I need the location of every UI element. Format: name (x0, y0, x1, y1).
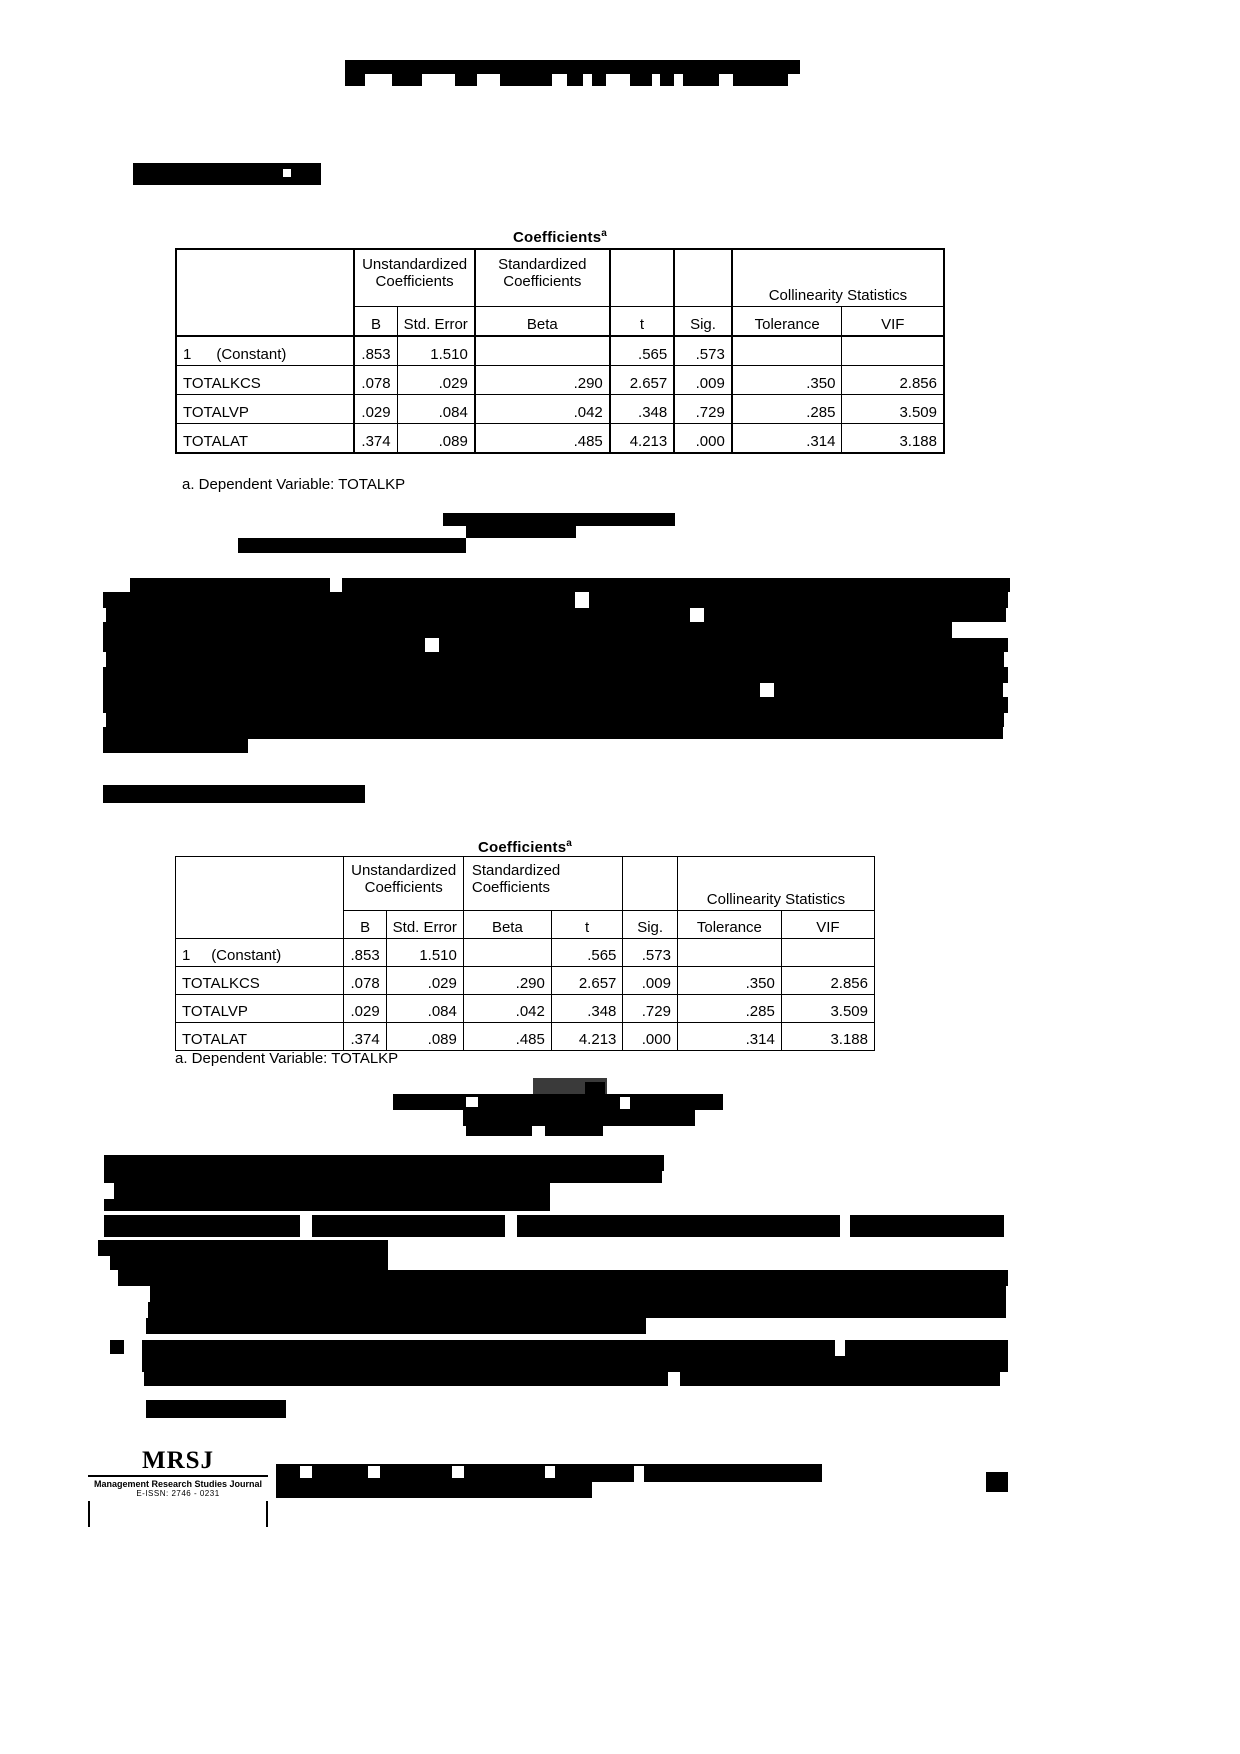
redaction-gap (300, 1466, 312, 1478)
header-t: t (610, 307, 674, 337)
redaction-bar (103, 667, 1008, 683)
redaction-gap (545, 1466, 555, 1478)
logo-divider (88, 1475, 268, 1477)
table-2-title-superscript: a (566, 838, 572, 849)
cell-t: .565 (551, 939, 623, 967)
redaction-bar (118, 1270, 1008, 1286)
redaction-bar (393, 1094, 723, 1110)
redaction-bar (276, 1482, 592, 1498)
redaction-bar (630, 74, 652, 86)
redaction-bar (455, 74, 477, 86)
cell-std-error: 1.510 (397, 336, 475, 366)
redaction-bar (733, 74, 788, 86)
redaction-bar (545, 1126, 603, 1136)
redaction-gap (840, 1215, 850, 1237)
redaction-gap (620, 1097, 630, 1109)
redaction-gap (466, 1097, 478, 1107)
redaction-bar (683, 74, 719, 86)
redaction-gap (634, 1466, 644, 1482)
cell-t: .348 (551, 995, 623, 1023)
table-row (176, 939, 875, 967)
logo-bracket-left (88, 1501, 90, 1527)
cell-b: .853 (354, 336, 397, 366)
cell-b: .078 (354, 366, 397, 395)
cell-std-error: .089 (386, 1023, 463, 1051)
redaction-bar (146, 1400, 286, 1418)
cell-t: .565 (610, 336, 674, 366)
table-header-row-1 (176, 249, 944, 307)
redaction-bar (106, 608, 1006, 622)
redaction-bar (103, 727, 1003, 739)
cell-sig: .009 (623, 967, 678, 995)
table-1-title-text: Coefficients (512, 229, 602, 246)
redaction-bar (345, 60, 800, 74)
table-row (176, 366, 944, 395)
redaction-bar (103, 622, 963, 638)
redaction-bar (238, 545, 466, 553)
cell-t: .348 (610, 395, 674, 424)
header-b: B (354, 307, 397, 337)
redaction-gap (368, 1466, 380, 1478)
journal-name: Management Research Studies Journal (93, 1479, 263, 1489)
row-predictor: TOTALVP (176, 395, 354, 424)
header-sig-blank (674, 249, 732, 307)
redaction-bar (142, 1340, 1008, 1356)
coefficients-table-2 (175, 856, 875, 1051)
journal-logo-abbrev: MRSJ (141, 1447, 215, 1474)
redaction-gap (668, 1372, 680, 1386)
cell-sig: .000 (623, 1023, 678, 1051)
cell-tolerance: .285 (732, 395, 842, 424)
cell-std-error: .029 (397, 366, 475, 395)
row-predictor: TOTALVP (176, 995, 344, 1023)
redaction-bar (144, 1372, 1000, 1386)
redaction-bar (130, 578, 1010, 592)
header-beta: Beta (463, 911, 551, 939)
table-2-title (175, 838, 875, 856)
header-beta: Beta (475, 307, 610, 337)
redaction-bar (466, 1126, 532, 1136)
table-row (176, 395, 944, 424)
cell-b: .029 (354, 395, 397, 424)
cell-vif: 3.188 (781, 1023, 874, 1051)
cell-tolerance (677, 939, 781, 967)
logo-bracket-right (266, 1501, 268, 1527)
cell-tolerance: .285 (677, 995, 781, 1023)
table-2-footnote: a. Dependent Variable: TOTALKP (175, 1050, 399, 1067)
cell-b: .374 (354, 424, 397, 454)
redaction-bar (98, 1240, 388, 1256)
cell-std-error: 1.510 (386, 939, 463, 967)
header-sig-blank (623, 857, 678, 911)
cell-sig: .009 (674, 366, 732, 395)
header-collinearity: Collinearity Statistics (732, 249, 944, 307)
row-model-predictor: 1 (Constant) (176, 336, 354, 366)
redaction-bar (500, 74, 552, 86)
cell-b: .374 (344, 1023, 386, 1051)
redaction-gap (425, 638, 439, 652)
cell-t: 4.213 (551, 1023, 623, 1051)
redaction-bar (142, 1356, 1008, 1372)
redaction-gap (330, 578, 342, 592)
row-predictor: TOTALAT (176, 424, 354, 454)
cell-vif: 3.509 (781, 995, 874, 1023)
redaction-bar (110, 1340, 124, 1354)
redaction-bar (103, 638, 1008, 652)
cell-std-error: .089 (397, 424, 475, 454)
redaction-bar (283, 169, 291, 177)
redaction-gap (452, 1466, 464, 1478)
cell-std-error: .029 (386, 967, 463, 995)
cell-b: .029 (344, 995, 386, 1023)
cell-beta: .042 (475, 395, 610, 424)
table-1-footnote: a. Dependent Variable: TOTALKP (182, 476, 406, 493)
redaction-bar (104, 1171, 662, 1183)
cell-t: 4.213 (610, 424, 674, 454)
redaction-bar (106, 713, 1004, 727)
cell-beta: .485 (463, 1023, 551, 1051)
header-std-error: Std. Error (386, 911, 463, 939)
redaction-gap (760, 683, 774, 697)
table-2-title-text: Coefficients (477, 839, 567, 856)
redaction-bar (104, 1199, 550, 1211)
coefficients-table-1 (175, 248, 945, 454)
cell-b: .853 (344, 939, 386, 967)
cell-vif (842, 336, 944, 366)
cell-std-error: .084 (397, 395, 475, 424)
redaction-gap (575, 592, 589, 608)
cell-tolerance: .350 (732, 366, 842, 395)
cell-sig: .573 (674, 336, 732, 366)
redaction-bar (345, 74, 365, 86)
header-model-blank (176, 249, 354, 336)
header-standardized: Standardized Coefficients (463, 857, 623, 911)
redaction-bar (103, 697, 1008, 713)
header-sig: Sig. (623, 911, 678, 939)
cell-sig: .573 (623, 939, 678, 967)
cell-beta: .042 (463, 995, 551, 1023)
redaction-gap (835, 1340, 845, 1356)
redaction-bar (443, 513, 675, 526)
cell-sig: .729 (674, 395, 732, 424)
table-header-row-1 (176, 857, 875, 911)
cell-beta (475, 336, 610, 366)
header-sig: Sig. (674, 307, 732, 337)
redaction-gap (690, 608, 704, 622)
cell-tolerance: .350 (677, 967, 781, 995)
redaction-bar (106, 652, 1004, 667)
redaction-bar (133, 163, 321, 185)
redaction-bar (392, 74, 422, 86)
row-model-predictor: 1 (Constant) (176, 939, 344, 967)
header-b: B (344, 911, 386, 939)
header-tolerance: Tolerance (677, 911, 781, 939)
header-vif: VIF (781, 911, 874, 939)
cell-std-error: .084 (386, 995, 463, 1023)
row-predictor: TOTALKCS (176, 967, 344, 995)
table-row (176, 967, 875, 995)
redaction-bar (103, 739, 248, 753)
cell-tolerance: .314 (732, 424, 842, 454)
cell-vif: 3.509 (842, 395, 944, 424)
cell-vif: 2.856 (842, 366, 944, 395)
journal-logo (88, 1448, 268, 1498)
page-number-redaction (986, 1472, 1008, 1492)
redaction-bar (592, 74, 606, 86)
header-model-blank (176, 857, 344, 939)
table-row (176, 1023, 875, 1051)
redaction-bar (146, 1318, 646, 1334)
cell-beta (463, 939, 551, 967)
header-collinearity: Collinearity Statistics (677, 857, 874, 911)
redaction-gap (300, 1215, 312, 1237)
redaction-bar (150, 1286, 1006, 1302)
header-t-blank (610, 249, 674, 307)
header-unstandardized: Unstandardized Coefficients (344, 857, 463, 911)
redaction-bar (567, 74, 583, 86)
cell-tolerance (732, 336, 842, 366)
cell-b: .078 (344, 967, 386, 995)
redaction-bar (110, 1256, 388, 1270)
header-standardized: Standardized Coefficients (475, 249, 610, 307)
cell-vif: 3.188 (842, 424, 944, 454)
redaction-bar (103, 785, 365, 803)
cell-vif (781, 939, 874, 967)
journal-issn: E-ISSN: 2746 - 0231 (136, 1489, 220, 1499)
table-row (176, 995, 875, 1023)
cell-sig: .000 (674, 424, 732, 454)
table-row (176, 424, 944, 454)
redaction-bar (103, 592, 1008, 608)
header-vif: VIF (842, 307, 944, 337)
redaction-bar (585, 1082, 605, 1094)
header-unstandardized: Unstandardized Coefficients (354, 249, 474, 307)
cell-beta: .290 (475, 366, 610, 395)
cell-tolerance: .314 (677, 1023, 781, 1051)
header-tolerance: Tolerance (732, 307, 842, 337)
redaction-bar (104, 1215, 1004, 1237)
table-1-title (175, 228, 945, 246)
header-std-error: Std. Error (397, 307, 475, 337)
redaction-bar (660, 74, 674, 86)
row-predictor: TOTALKCS (176, 366, 354, 395)
redaction-bar (466, 526, 576, 538)
redaction-bar (114, 1183, 550, 1199)
cell-beta: .290 (463, 967, 551, 995)
redaction-bar (148, 1302, 1006, 1318)
cell-t: 2.657 (610, 366, 674, 395)
header-t: t (551, 911, 623, 939)
cell-t: 2.657 (551, 967, 623, 995)
table-1-title-superscript: a (601, 228, 607, 239)
cell-vif: 2.856 (781, 967, 874, 995)
cell-sig: .729 (623, 995, 678, 1023)
redaction-bar (463, 1110, 695, 1126)
redaction-bar (104, 1155, 664, 1171)
redaction-gap (952, 622, 1008, 638)
row-predictor: TOTALAT (176, 1023, 344, 1051)
table-row (176, 336, 944, 366)
redaction-gap (505, 1215, 517, 1237)
redaction-bar (103, 683, 1003, 697)
cell-beta: .485 (475, 424, 610, 454)
